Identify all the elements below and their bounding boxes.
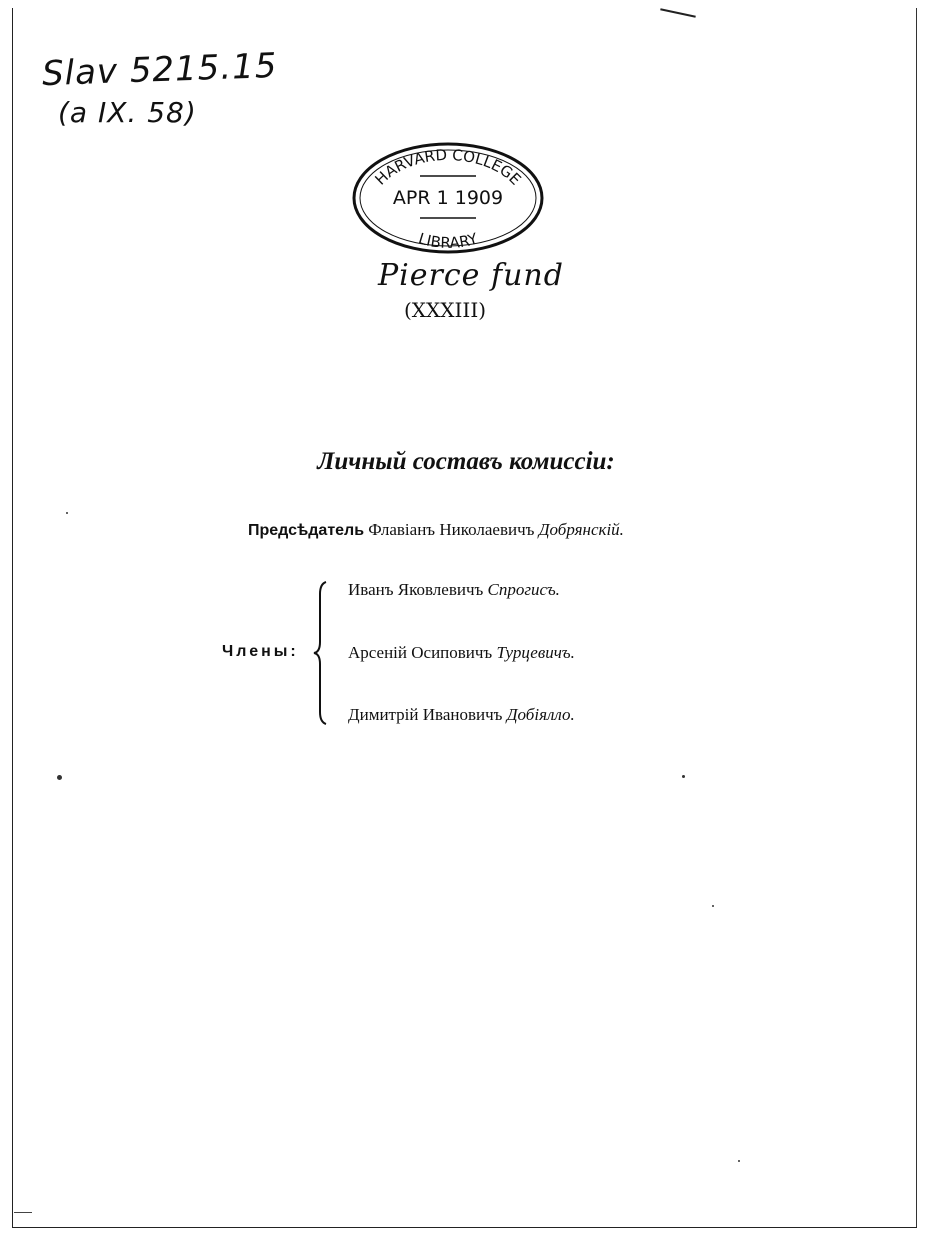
- member-name: Арсеній Осиповичъ: [348, 643, 493, 662]
- page-title: Личный составъ комиссіи:: [317, 448, 615, 475]
- scan-border-bottom: [12, 1227, 917, 1228]
- scan-speck: [57, 775, 62, 780]
- member-name: Иванъ Яковлевичъ: [348, 580, 484, 599]
- fund-number: (XXXIII): [404, 298, 487, 322]
- stamp-date: APR 1 1909: [392, 187, 504, 209]
- stamp-bottom-text: LIBRARY: [416, 229, 480, 252]
- scan-speck: [712, 905, 714, 907]
- member-surname: Спрогисъ.: [487, 580, 560, 599]
- members-label: Члены:: [222, 643, 299, 660]
- scan-speck: [738, 1160, 740, 1162]
- member-item: [348, 580, 560, 600]
- stamp-top-text: HARVARD COLLEGE: [371, 145, 525, 189]
- member-item: [348, 643, 575, 663]
- call-note: (a IX. 58): [58, 96, 197, 129]
- member-surname: Добіялло.: [506, 705, 575, 724]
- scan-border-right: [916, 8, 917, 1228]
- chairman-label: Предсѣдатель: [248, 522, 365, 539]
- chairman-line: [248, 520, 624, 540]
- pen-mark: [14, 1212, 32, 1213]
- chairman-surname: Добрянскій.: [538, 520, 624, 539]
- members-brace: [312, 580, 332, 726]
- scan-speck: [66, 512, 68, 514]
- chairman-name: Флавіанъ Николаевичъ: [368, 520, 535, 539]
- pen-mark: [660, 8, 696, 17]
- library-stamp: [350, 140, 546, 256]
- call-number: Slav 5215.15: [41, 45, 279, 95]
- member-item: [348, 705, 575, 725]
- scan-speck: [682, 775, 685, 778]
- scan-border-left: [12, 8, 13, 1228]
- member-name: Димитрій Ивановичъ: [348, 705, 503, 724]
- fund-note: Pierce fund: [378, 258, 564, 293]
- member-surname: Турцевичъ.: [496, 643, 575, 662]
